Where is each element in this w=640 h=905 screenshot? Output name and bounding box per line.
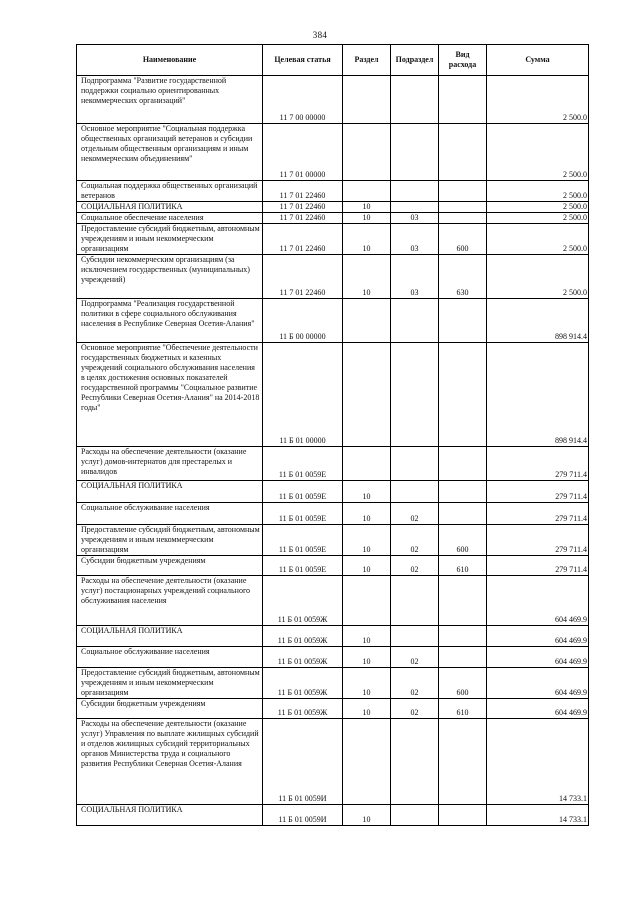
table-row xyxy=(77,124,589,181)
cell-amount-text: 604 469.9 xyxy=(555,657,587,666)
cell-section-text: 10 xyxy=(362,708,371,717)
cell-amount xyxy=(487,76,589,124)
cell-name-text: СОЦИАЛЬНАЯ ПОЛИТИКА xyxy=(81,481,183,490)
cell-expense-type xyxy=(439,181,487,202)
cell-name-text: СОЦИАЛЬНАЯ ПОЛИТИКА xyxy=(81,202,183,211)
cell-section xyxy=(343,213,391,224)
cell-target-text: 11 Б 01 00000 xyxy=(279,436,326,445)
cell-subsection xyxy=(391,481,439,503)
cell-target xyxy=(263,202,343,213)
cell-subsection xyxy=(391,805,439,826)
cell-amount xyxy=(487,299,589,343)
cell-expense-type-text: 600 xyxy=(456,244,469,253)
cell-amount xyxy=(487,668,589,699)
cell-subsection xyxy=(391,224,439,255)
cell-subsection xyxy=(391,576,439,626)
cell-section-text: 10 xyxy=(362,815,371,824)
cell-amount-text: 898 914.4 xyxy=(555,436,587,445)
header-expense-type: Вид расхода xyxy=(439,45,487,76)
cell-expense-type xyxy=(439,647,487,668)
table-row xyxy=(77,213,589,224)
cell-expense-type xyxy=(439,124,487,181)
cell-expense-type xyxy=(439,202,487,213)
cell-section xyxy=(343,719,391,805)
cell-expense-type xyxy=(439,576,487,626)
cell-target-text: 11 Б 01 0059И xyxy=(278,794,327,803)
cell-amount-text: 279 711.4 xyxy=(555,514,587,523)
cell-name xyxy=(77,481,263,503)
cell-name-text: Расходы на обеспечение деятельности (оказание услуг) Управления по выплате жилищных субсидий и отделов жилищных субсидий территориальных органов Министерства труда и социального развития Республики Северная Осетия-Алания xyxy=(81,719,259,768)
cell-subsection xyxy=(391,343,439,447)
cell-section xyxy=(343,668,391,699)
cell-target-text: 11 Б 01 0059Ж xyxy=(277,688,328,697)
table-row xyxy=(77,255,589,299)
cell-subsection-text: 03 xyxy=(410,213,419,222)
cell-name-text: Предоставление субсидий бюджетным, автономным учреждениям и иным некоммерческим организациям xyxy=(81,224,260,253)
cell-amount-text: 2 500.0 xyxy=(563,213,587,222)
cell-subsection xyxy=(391,124,439,181)
cell-expense-type xyxy=(439,343,487,447)
cell-expense-type xyxy=(439,503,487,525)
cell-name xyxy=(77,525,263,556)
cell-name xyxy=(77,503,263,525)
cell-section xyxy=(343,481,391,503)
cell-amount xyxy=(487,719,589,805)
cell-target xyxy=(263,213,343,224)
cell-name-text: Социальное обслуживание населения xyxy=(81,503,210,512)
table-row xyxy=(77,525,589,556)
cell-subsection-text: 02 xyxy=(410,688,419,697)
cell-amount-text: 604 469.9 xyxy=(555,708,587,717)
header-subsection: Подраздел xyxy=(391,45,439,76)
cell-expense-type xyxy=(439,626,487,647)
cell-amount-text: 2 500.0 xyxy=(563,170,587,179)
cell-amount xyxy=(487,699,589,719)
cell-section xyxy=(343,181,391,202)
cell-amount-text: 2 500.0 xyxy=(563,202,587,211)
cell-target xyxy=(263,556,343,576)
table-row xyxy=(77,668,589,699)
cell-name xyxy=(77,447,263,481)
cell-amount xyxy=(487,343,589,447)
cell-subsection xyxy=(391,447,439,481)
cell-name xyxy=(77,299,263,343)
cell-expense-type-text: 610 xyxy=(456,565,469,574)
cell-target xyxy=(263,626,343,647)
cell-target-text: 11 Б 01 0059Е xyxy=(278,492,327,501)
cell-amount-text: 279 711.4 xyxy=(555,470,587,479)
cell-target xyxy=(263,447,343,481)
cell-section-text: 10 xyxy=(362,288,371,297)
cell-subsection xyxy=(391,202,439,213)
table-row xyxy=(77,202,589,213)
cell-expense-type xyxy=(439,556,487,576)
cell-name xyxy=(77,213,263,224)
cell-amount-text: 898 914.4 xyxy=(555,332,587,341)
cell-subsection-text: 02 xyxy=(410,657,419,666)
cell-section xyxy=(343,124,391,181)
cell-amount-text: 14 733.1 xyxy=(559,794,587,803)
cell-name xyxy=(77,124,263,181)
cell-section xyxy=(343,224,391,255)
cell-amount xyxy=(487,213,589,224)
cell-name-text: СОЦИАЛЬНАЯ ПОЛИТИКА xyxy=(81,805,183,814)
cell-subsection-text: 03 xyxy=(410,288,419,297)
table-row xyxy=(77,699,589,719)
cell-amount xyxy=(487,647,589,668)
cell-subsection-text: 02 xyxy=(410,514,419,523)
cell-section xyxy=(343,556,391,576)
cell-amount-text: 2 500.0 xyxy=(563,244,587,253)
cell-section xyxy=(343,255,391,299)
cell-name xyxy=(77,202,263,213)
table-header-row xyxy=(77,45,589,76)
cell-amount-text: 279 711.4 xyxy=(555,545,587,554)
cell-expense-type xyxy=(439,719,487,805)
cell-subsection xyxy=(391,626,439,647)
cell-target-text: 11 Б 01 0059Ж xyxy=(277,636,328,645)
table-row xyxy=(77,503,589,525)
budget-table xyxy=(76,44,589,826)
cell-target xyxy=(263,503,343,525)
cell-amount xyxy=(487,556,589,576)
cell-target xyxy=(263,699,343,719)
cell-name xyxy=(77,668,263,699)
cell-target-text: 11 7 01 22460 xyxy=(279,288,326,297)
cell-amount-text: 14 733.1 xyxy=(559,815,587,824)
cell-subsection xyxy=(391,181,439,202)
cell-subsection xyxy=(391,299,439,343)
cell-target-text: 11 Б 01 0059Е xyxy=(278,470,327,479)
cell-amount xyxy=(487,447,589,481)
cell-amount-text: 279 711.4 xyxy=(555,492,587,501)
cell-name-text: Предоставление субсидий бюджетным, автономным учреждениям и иным некоммерческим организациям xyxy=(81,668,260,697)
cell-name xyxy=(77,647,263,668)
cell-expense-type xyxy=(439,805,487,826)
cell-subsection-text: 02 xyxy=(410,565,419,574)
cell-name xyxy=(77,224,263,255)
cell-name xyxy=(77,255,263,299)
cell-amount xyxy=(487,805,589,826)
cell-name xyxy=(77,719,263,805)
cell-target-text: 11 7 00 00000 xyxy=(279,113,326,122)
table-row xyxy=(77,556,589,576)
cell-subsection xyxy=(391,556,439,576)
cell-name-text: СОЦИАЛЬНАЯ ПОЛИТИКА xyxy=(81,626,183,635)
cell-amount-text: 604 469.9 xyxy=(555,636,587,645)
cell-name-text: Социальная поддержка общественных организаций ветеранов xyxy=(81,181,258,200)
cell-target xyxy=(263,576,343,626)
cell-amount xyxy=(487,224,589,255)
cell-target xyxy=(263,668,343,699)
cell-target-text: 11 7 01 22460 xyxy=(279,244,326,253)
header-target: Целевая статья xyxy=(263,45,343,76)
cell-target-text: 11 7 01 22460 xyxy=(279,213,326,222)
cell-target-text: 11 Б 01 0059Ж xyxy=(277,657,328,666)
cell-target xyxy=(263,481,343,503)
cell-target xyxy=(263,299,343,343)
cell-name-text: Расходы на обеспечение деятельности (оказание услуг) домов-интернатов для престарелых и инвалидов xyxy=(81,447,247,476)
cell-amount-text: 604 469.9 xyxy=(555,688,587,697)
cell-section xyxy=(343,576,391,626)
cell-subsection xyxy=(391,668,439,699)
table-row xyxy=(77,481,589,503)
cell-subsection xyxy=(391,719,439,805)
cell-section xyxy=(343,525,391,556)
cell-name-text: Основное мероприятие "Социальная поддержка общественных организаций ветеранов и субсидии отдельным общественным организациям и иным некоммерческим объединениям" xyxy=(81,124,253,163)
cell-expense-type xyxy=(439,76,487,124)
cell-target xyxy=(263,124,343,181)
cell-section xyxy=(343,76,391,124)
cell-name-text: Предоставление субсидий бюджетным, автономным учреждениям и иным некоммерческим организациям xyxy=(81,525,260,554)
cell-subsection xyxy=(391,76,439,124)
cell-expense-type-text: 600 xyxy=(456,688,469,697)
table-row xyxy=(77,719,589,805)
cell-name-text: Субсидии бюджетным учреждениям xyxy=(81,699,206,708)
cell-target xyxy=(263,224,343,255)
cell-section-text: 10 xyxy=(362,636,371,645)
cell-expense-type xyxy=(439,447,487,481)
cell-target-text: 11 7 01 22460 xyxy=(279,202,326,211)
cell-target-text: 11 Б 01 0059Е xyxy=(278,545,327,554)
cell-subsection xyxy=(391,255,439,299)
cell-expense-type xyxy=(439,668,487,699)
cell-name xyxy=(77,181,263,202)
cell-section-text: 10 xyxy=(362,244,371,253)
cell-expense-type-text: 630 xyxy=(456,288,469,297)
header-amount: Сумма xyxy=(487,45,589,76)
page-number: 384 xyxy=(312,30,328,40)
cell-name-text: Подпрограмма "Реализация государственной политики в сфере социального обслуживания населения в Республике Северная Осетия-Алания" xyxy=(81,299,255,328)
cell-name xyxy=(77,626,263,647)
table-row xyxy=(77,299,589,343)
table-row xyxy=(77,647,589,668)
cell-target-text: 11 7 01 22460 xyxy=(279,191,326,200)
cell-amount xyxy=(487,626,589,647)
cell-target xyxy=(263,255,343,299)
cell-name xyxy=(77,805,263,826)
cell-section xyxy=(343,503,391,525)
cell-expense-type xyxy=(439,525,487,556)
cell-amount xyxy=(487,525,589,556)
cell-target-text: 11 Б 00 00000 xyxy=(279,332,326,341)
cell-expense-type-text: 610 xyxy=(456,708,469,717)
cell-name-text: Подпрограмма "Развитие государственной поддержки социально ориентированных некоммерческих организаций" xyxy=(81,76,227,105)
table-row xyxy=(77,181,589,202)
cell-subsection xyxy=(391,647,439,668)
cell-name-text: Социальное обеспечение населения xyxy=(81,213,204,222)
cell-subsection-text: 02 xyxy=(410,708,419,717)
cell-section-text: 10 xyxy=(362,492,371,501)
cell-section-text: 10 xyxy=(362,545,371,554)
cell-target-text: 11 7 01 00000 xyxy=(279,170,326,179)
cell-target xyxy=(263,719,343,805)
header-name: Наименование xyxy=(77,45,263,76)
cell-amount xyxy=(487,124,589,181)
cell-name-text: Субсидии некоммерческим организациям (за исключением государственных (муниципальных) учреждений) xyxy=(81,255,250,284)
table-row xyxy=(77,76,589,124)
cell-target xyxy=(263,805,343,826)
table-row xyxy=(77,343,589,447)
cell-name xyxy=(77,556,263,576)
cell-subsection-text: 02 xyxy=(410,545,419,554)
header-section: Раздел xyxy=(343,45,391,76)
cell-amount xyxy=(487,181,589,202)
cell-amount-text: 2 500.0 xyxy=(563,191,587,200)
cell-name-text: Социальное обслуживание населения xyxy=(81,647,210,656)
cell-expense-type xyxy=(439,481,487,503)
cell-section xyxy=(343,447,391,481)
cell-expense-type xyxy=(439,224,487,255)
cell-section-text: 10 xyxy=(362,213,371,222)
cell-section-text: 10 xyxy=(362,514,371,523)
cell-subsection xyxy=(391,699,439,719)
cell-subsection xyxy=(391,503,439,525)
cell-target xyxy=(263,76,343,124)
cell-name xyxy=(77,576,263,626)
cell-target xyxy=(263,343,343,447)
cell-subsection xyxy=(391,213,439,224)
cell-target xyxy=(263,647,343,668)
cell-section-text: 10 xyxy=(362,688,371,697)
cell-amount xyxy=(487,503,589,525)
cell-target-text: 11 Б 01 0059Е xyxy=(278,514,327,523)
cell-target-text: 11 Б 01 0059Ж xyxy=(277,708,328,717)
cell-section-text: 10 xyxy=(362,657,371,666)
cell-name xyxy=(77,699,263,719)
cell-name-text: Расходы на обеспечение деятельности (оказание услуг) постационарных учреждений социального обслуживания населения xyxy=(81,576,251,605)
cell-amount-text: 2 500.0 xyxy=(563,113,587,122)
cell-subsection xyxy=(391,525,439,556)
cell-target-text: 11 Б 01 0059Ж xyxy=(277,615,328,624)
cell-expense-type xyxy=(439,299,487,343)
cell-amount-text: 279 711.4 xyxy=(555,565,587,574)
cell-name-text: Основное мероприятие "Обеспечение деятельности государственных бюджетных и казенных учреждений социального обслуживания населения в целях достижения основных показателей государственной программы "Социальное развитие Республики Северная Осетия-Алания" на 2014-2018 годы" xyxy=(81,343,260,412)
table-row xyxy=(77,576,589,626)
cell-name-text: Субсидии бюджетным учреждениям xyxy=(81,556,206,565)
cell-amount xyxy=(487,202,589,213)
cell-amount xyxy=(487,255,589,299)
cell-expense-type xyxy=(439,213,487,224)
cell-section xyxy=(343,626,391,647)
cell-expense-type-text: 600 xyxy=(456,545,469,554)
table-row xyxy=(77,626,589,647)
cell-target xyxy=(263,525,343,556)
cell-expense-type xyxy=(439,699,487,719)
cell-section-text: 10 xyxy=(362,202,371,211)
cell-section xyxy=(343,699,391,719)
cell-amount-text: 2 500.0 xyxy=(563,288,587,297)
cell-target-text: 11 Б 01 0059Е xyxy=(278,565,327,574)
cell-subsection-text: 03 xyxy=(410,244,419,253)
table-row xyxy=(77,447,589,481)
table-row xyxy=(77,224,589,255)
cell-section xyxy=(343,299,391,343)
cell-section xyxy=(343,202,391,213)
cell-target xyxy=(263,181,343,202)
cell-name xyxy=(77,343,263,447)
cell-section-text: 10 xyxy=(362,565,371,574)
cell-expense-type xyxy=(439,255,487,299)
cell-name xyxy=(77,76,263,124)
cell-section xyxy=(343,647,391,668)
cell-amount xyxy=(487,481,589,503)
cell-amount-text: 604 469.9 xyxy=(555,615,587,624)
cell-section xyxy=(343,343,391,447)
cell-section xyxy=(343,805,391,826)
table-row xyxy=(77,805,589,826)
cell-target-text: 11 Б 01 0059И xyxy=(278,815,327,824)
cell-amount xyxy=(487,576,589,626)
